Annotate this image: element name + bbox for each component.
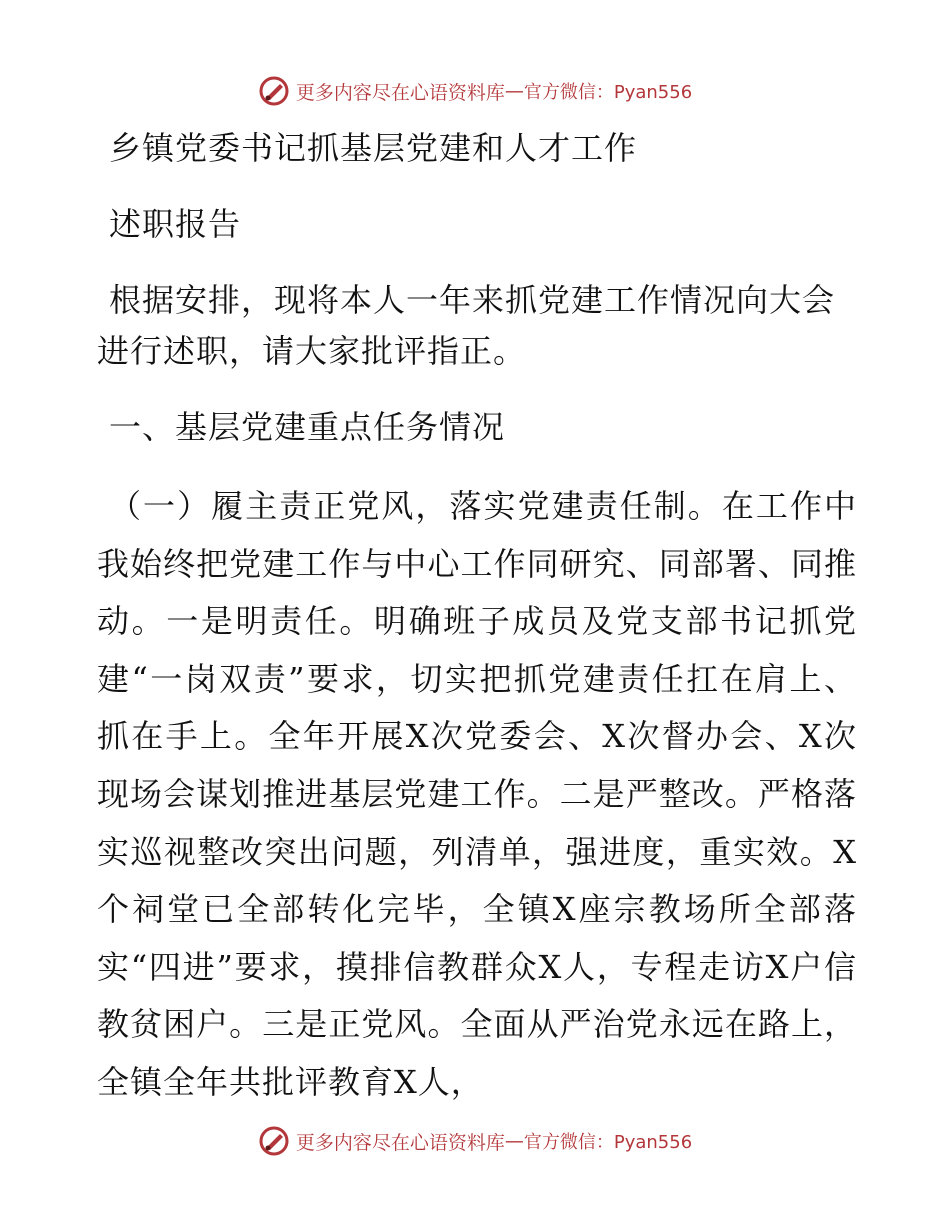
watermark-separator: —: [504, 80, 524, 102]
watermark-suffix: 官方微信：Pyan556: [523, 1132, 693, 1153]
watermark-separator: —: [504, 1130, 524, 1152]
section-paragraph: （一）履主责正党风，落实党建责任制。在工作中我始终把党建工作与中心工作同研究、同部署、同推动。一是明责任。明确班子成员及党支部书记抓党建“一岗双责”要求，切实把抓党建责任扛在肩上、抓在手上。全年开展X次党委会、X次督办会、X次现场会谋划推进基层党建工作。二是严整改。严格落实巡视整改突出问题，列清单，强进度，重实效。X个祠堂已全部转化完毕，全镇X座宗教场所全部落实“四进”要求，摸排信教群众X人，专程走访X户信教贫困户。三是正党风。全面从严治党永远在路上，全镇全年共批评教育X人，: [97, 487, 857, 1101]
watermark-banner-bottom: [0, 1121, 950, 1161]
section-heading: 一、基层党建重点任务情况: [109, 408, 506, 446]
document-subtitle: 述职报告: [109, 205, 242, 243]
brush-circle-logo-icon: [258, 75, 290, 107]
watermark-banner-top: [0, 71, 950, 111]
intro-paragraph: 根据安排，现将本人一年来抓党建工作情况向大会进行述职，请大家批评指正。: [97, 281, 836, 370]
watermark-suffix: 官方微信：Pyan556: [523, 82, 693, 103]
document-title: 乡镇党委书记抓基层党建和人才工作: [109, 129, 638, 167]
watermark-text: 更多内容尽在心语资料库: [295, 1131, 505, 1154]
document-body: [97, 123, 857, 1112]
brush-circle-logo-icon: [258, 1125, 290, 1157]
watermark-text: 更多内容尽在心语资料库: [295, 81, 505, 104]
